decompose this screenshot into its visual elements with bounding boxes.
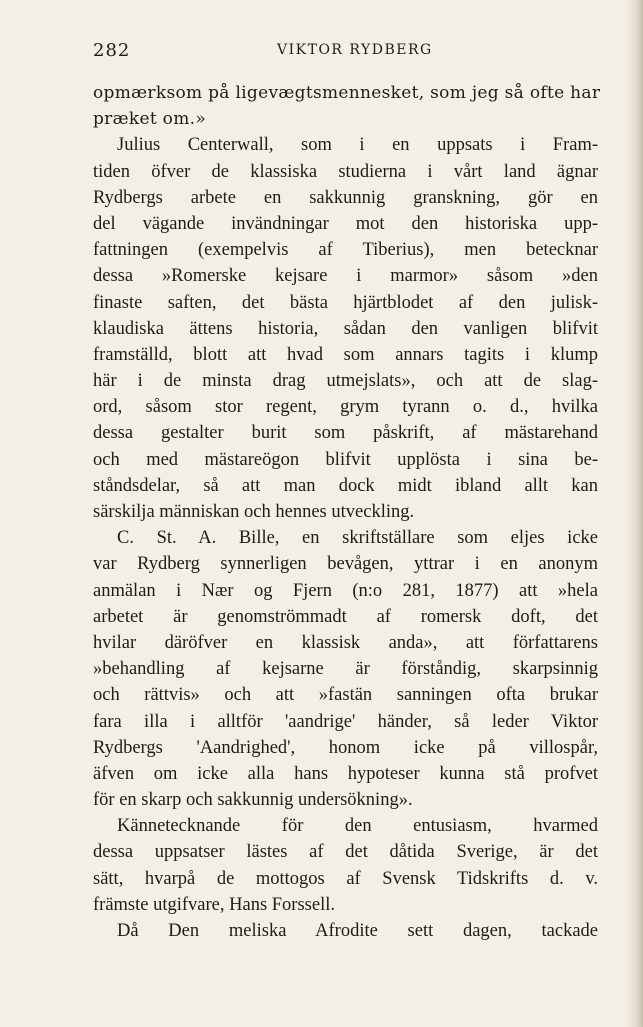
text-line: tiden öfver de klassiska studierna i vårt land ägnar	[93, 161, 598, 182]
text-line: äfven om icke alla hans hypoteser kunna stå profvet	[93, 763, 598, 784]
text-line: ståndsdelar, så att man dock midt ibland allt kan	[93, 475, 598, 496]
text-line: finaste saften, det bästa hjärtblodet af den julisk-	[93, 292, 598, 313]
text-line: anmälan i Nær og Fjern (n:o 281, 1877) att »hela	[93, 580, 598, 601]
paragraph-start-line: Kännetecknande för den entusiasm, hvarmed	[117, 816, 598, 837]
text-line: præket om.»	[93, 109, 207, 130]
text-line: dessa gestalter burit som påskrift, af mästarehand	[93, 423, 598, 444]
text-line: var Rydberg synnerligen bevågen, yttrar i en anonym	[93, 554, 598, 575]
text-line: här i de minsta drag utmejslats», och att de slag-	[93, 371, 598, 392]
text-line: dessa »Romerske kejsare i marmor» såsom »den	[93, 266, 598, 287]
text-line: Rydbergs arbete en sakkunnig granskning, gör en	[93, 187, 598, 208]
running-title: VIKTOR RYDBERG	[277, 42, 433, 58]
text-line: arbetet är genomströmmadt af romersk doft, det	[93, 606, 598, 627]
page-edge-shadow	[625, 0, 643, 1027]
body-text	[93, 80, 601, 944]
text-line: fara illa i alltför 'aandrige' händer, så leder Viktor	[93, 711, 598, 732]
text-line: främste utgifvare, Hans Forssell.	[93, 894, 335, 915]
text-line: framställd, blott att hvad som annars tagits i klump	[93, 344, 598, 365]
paragraph-start-line: Julius Centerwall, som i en uppsats i Fram-	[117, 135, 598, 156]
text-line: hvilar däröfver en klassisk anda», att författarens	[93, 632, 598, 653]
page-header	[93, 40, 598, 64]
text-line: sätt, hvarpå de mottogos af Svensk Tidskrifts d. v.	[93, 868, 598, 889]
paragraph-start-line: Då Den meliska Afrodite sett dagen, tackade	[117, 921, 598, 941]
text-line: för en skarp och sakkunnig undersökning».	[93, 790, 413, 811]
paragraph-start-line: C. St. A. Bille, en skriftställare som eljes icke	[117, 528, 598, 549]
text-line: och rättvis» och att »fastän sanningen ofta brukar	[93, 685, 598, 706]
text-line: och med mästareögon blifvit upplösta i sina be-	[93, 449, 598, 470]
text-line: dessa uppsatser lästes af det dåtida Sverige, är det	[93, 842, 598, 863]
text-line: opmærksom på ligevægtsmennesket, som jeg så ofte har	[93, 83, 601, 103]
text-line: ord, såsom stor regent, grym tyrann o. d., hvilka	[93, 397, 598, 418]
text-line: särskilja människan och hennes utveckling.	[93, 502, 415, 522]
text-line: »behandling af kejsarne är förståndig, skarpsinnig	[93, 659, 598, 680]
text-line: klaudiska ättens historia, sådan den vanligen blifvit	[93, 318, 598, 339]
text-line: Rydbergs 'Aandrighed', honom icke på villospår,	[93, 737, 598, 758]
page-number: 282	[93, 40, 131, 61]
text-line: fattningen (exempelvis af Tiberius), men betecknar	[93, 240, 598, 261]
text-line: del vägande invändningar mot den historiska upp-	[93, 213, 598, 234]
